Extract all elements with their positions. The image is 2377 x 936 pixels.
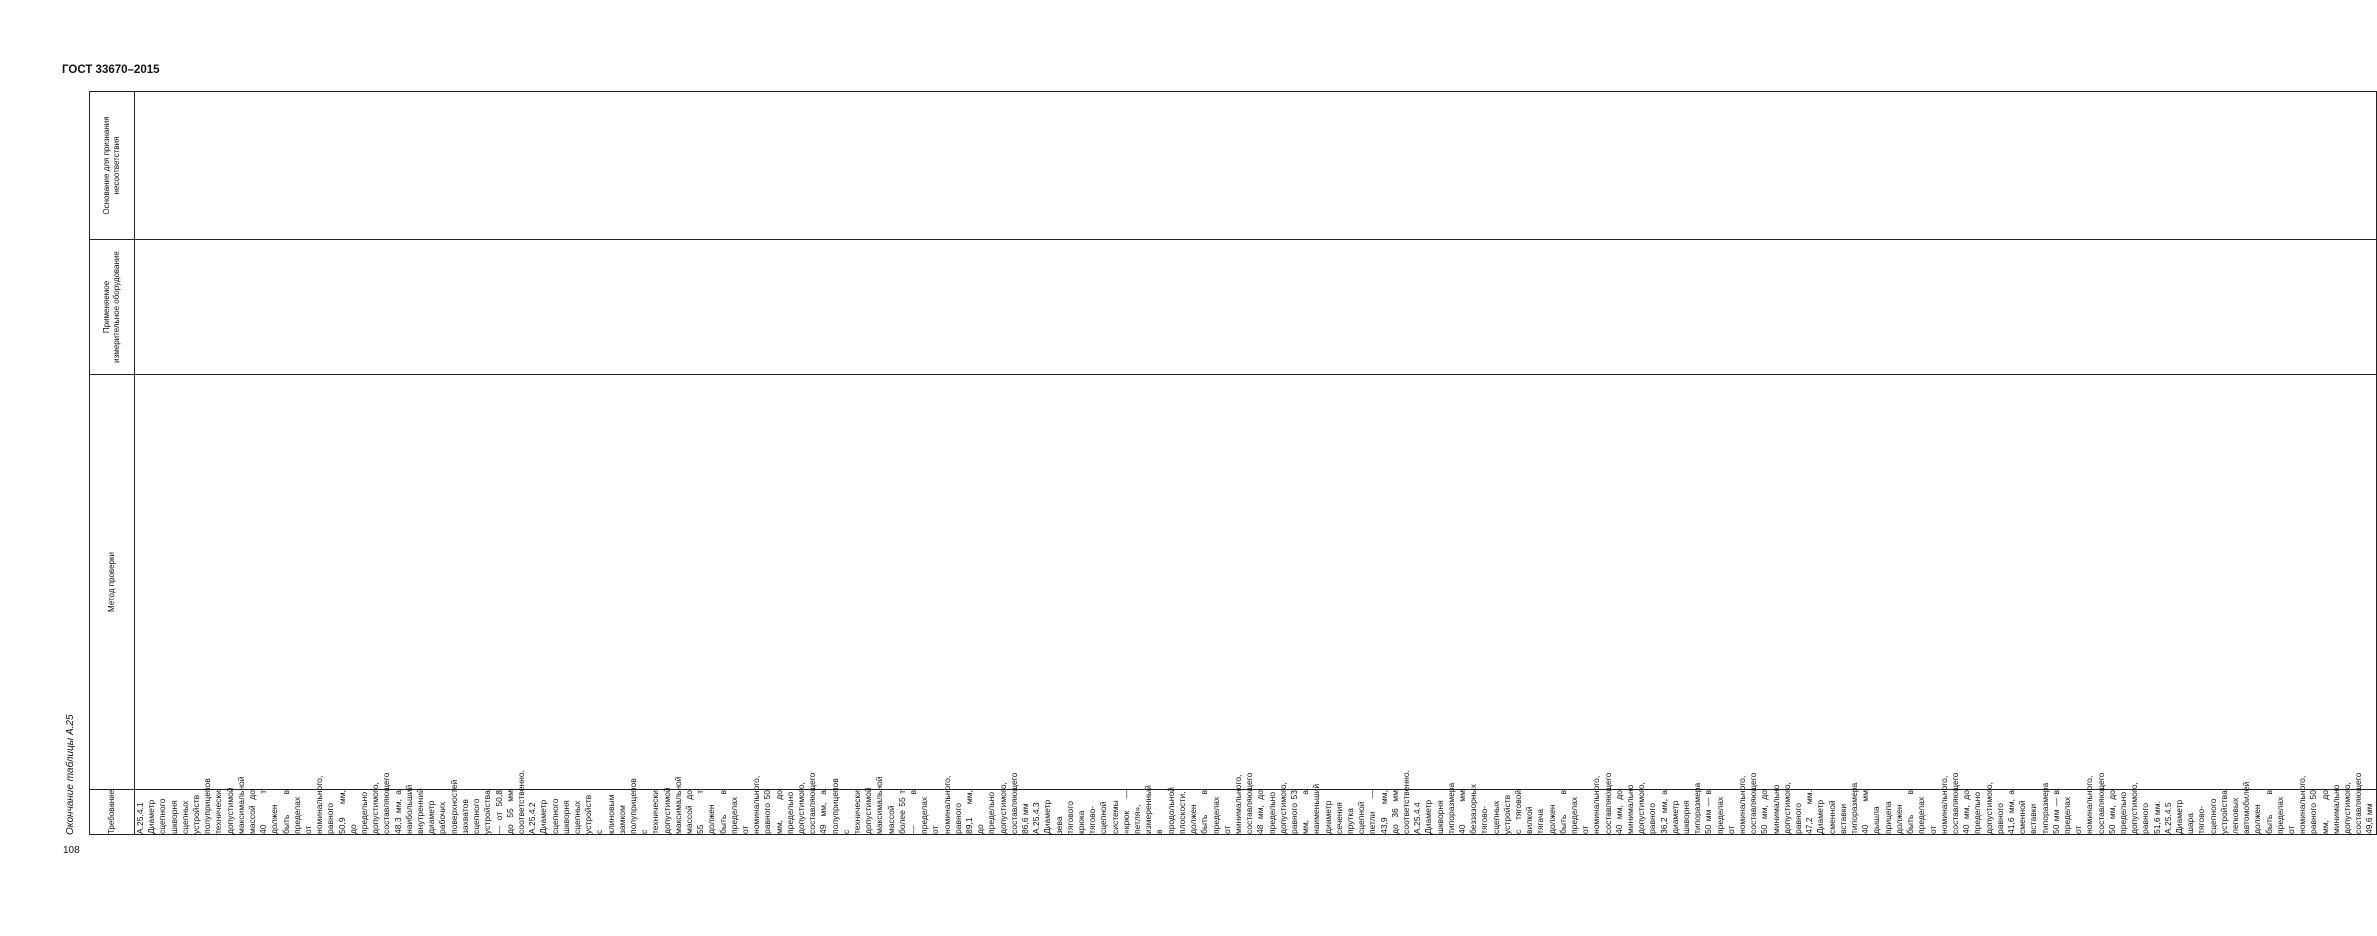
requirement-text: А.25.4.5 Диаметр шара тягово-сцепного устройства легковых автомобилей должен быть в пределах от номинального, равного 50 мм, до минимально допустимого, составляющего 49,6 мм	[2162, 772, 2375, 834]
measuring-equipment-cell	[135, 240, 2377, 375]
requirement-text: А.25.4.4 Диаметр шкворня типоразмера 40 мм беззазорных тягово-сцепных устройств с тяговой вилкой тягача должен быть в пределах от номинального, составляющего 40 мм, до минимально допустимого, равного 36,2 мм, а диаметр шкворня типоразмера 50 мм — в пределах от номинального, составляющего 50 мм, до минимально допустимого, равного 47,2 мм. Диаметр сменной вставки типоразмера 40 мм дышла прицепа должен быть в пределах от номинального, составляющего 40 мм, до предельно допустимого, равного 41,6 мм, а сменной вставки типоразмера 50 мм — в пределах от номинального, составляющего 50 мм, до предельно допустимого, равного 51,6 мм.	[1412, 772, 2162, 834]
test-method-cell	[135, 375, 2377, 790]
requirements-table	[89, 91, 2377, 835]
header-test-method: Метод проверки	[90, 375, 135, 790]
table-caption: Окончание таблицы А.25	[65, 714, 76, 835]
header-nonconformity-basis: Основание для признания несоответствия	[90, 92, 135, 240]
requirement-text: А.25.4.2 Диаметр сцепного шкворня сцепных устройств с клиновым замком полуприцепов с технически допустимой максимальной массой до 55 т должен быть в пределах от номинального, равного 50 мм, до предельно допустимого, составляющего 49 мм, а полуприцепов с технически допустимой максимальной массой более 55 т — в пределах от номинального, равного 89,1 мм, до предельно допустимого, составляющего 86,6 мм	[527, 772, 1031, 834]
document-code: ГОСТ 33670–2015	[62, 64, 160, 76]
requirement-text: А.25.4.1 Диаметр сцепного шкворня сцепных устройств полуприцепов технически допустимой максимальной массой до 40 т должен быть в пределах от номинального, равного 50,9 мм, до предельно допустимого, составляющего 48,3 мм, а наибольший внутренний диаметр рабочих поверхностей захватов сцепного устройства — от 50,8 до 55 мм соответственно.	[135, 770, 526, 834]
table-header-row	[90, 92, 135, 835]
page-number: 108	[63, 845, 80, 856]
table-row	[135, 92, 2377, 835]
nonconformity-basis-cell	[135, 92, 2377, 240]
header-measuring-equipment: Применяемое измерительное оборудование	[90, 240, 135, 375]
header-requirement: Требование	[90, 790, 135, 835]
requirement-text: А.25.4.3 Диаметр зева тягового крюка тягово-сцепной системы «крюк — петля», измеренный в продольной плоскости, должен быть в пределах от минимального, составляющего 48 мм, до предельно допустимого, равного 53 мм, а наименьший диаметр сечения прутка сцепной петли — 43,9 мм, до 36 мм соответственно.	[1031, 770, 1411, 834]
requirement-cell	[135, 770, 2377, 835]
rotated-page-content	[63, 92, 2375, 835]
